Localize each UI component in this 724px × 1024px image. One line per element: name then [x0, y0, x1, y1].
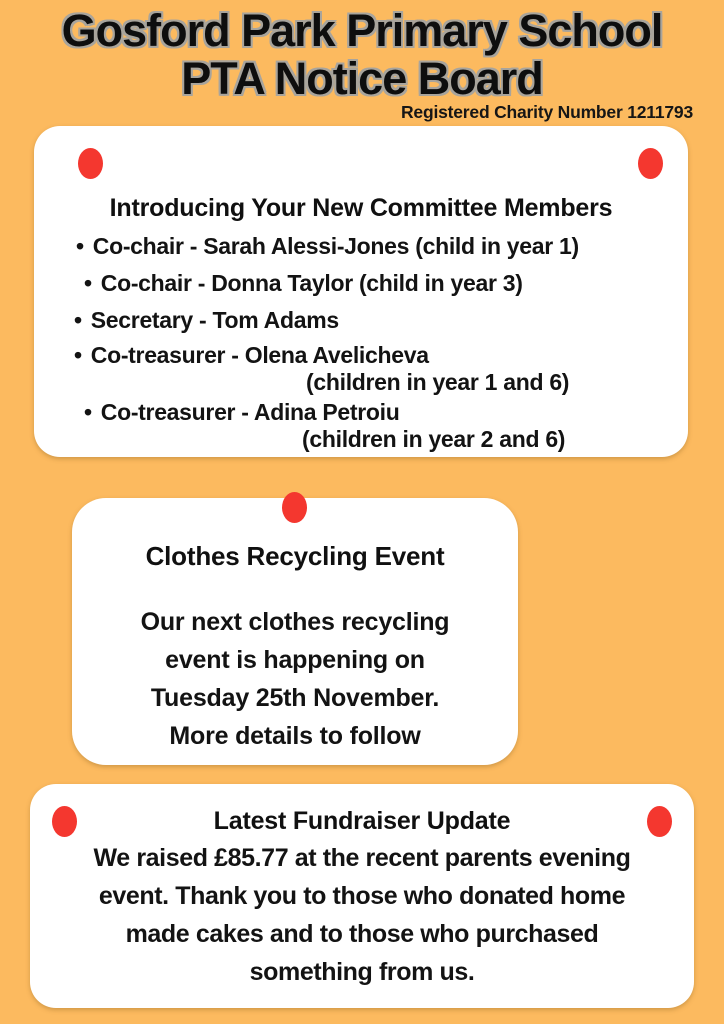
recycling-body-line: Our next clothes recycling	[140, 608, 450, 636]
committee-member	[84, 268, 523, 298]
recycling-body-line: More details to follow	[169, 722, 421, 750]
committee-member-text: Co-chair - Donna Taylor (child in year 3)	[100, 270, 523, 296]
committee-member-text: Secretary - Tom Adams	[90, 307, 339, 333]
recycling-body	[72, 603, 518, 755]
committee-member-text: Co-chair - Sarah Alessi-Jones (child in year 1)	[92, 233, 579, 259]
committee-member-children-note: (children in year 2 and 6)	[302, 426, 566, 452]
committee-card	[34, 126, 688, 457]
fundraiser-body-line: something from us.	[249, 958, 475, 986]
fundraiser-body-line: We raised £85.77 at the recent parents evening	[93, 844, 631, 872]
committee-member-text: Co-treasurer - Adina Petroiu	[100, 399, 400, 425]
bullet-icon: •	[84, 270, 92, 296]
recycling-body-line: event is happening on	[165, 646, 425, 674]
pin-dot-icon	[638, 148, 663, 179]
recycling-card	[72, 498, 518, 765]
pin-dot-icon	[282, 492, 307, 523]
committee-member	[74, 305, 339, 335]
committee-member-text: Co-treasurer - Olena Avelicheva	[90, 342, 429, 368]
fundraiser-body	[30, 839, 694, 991]
bullet-icon: •	[74, 307, 82, 333]
charity-number: Registered Charity Number 1211793	[400, 102, 693, 122]
pin-dot-icon	[78, 148, 103, 179]
committee-member	[76, 231, 579, 261]
recycling-heading: Clothes Recycling Event	[145, 541, 445, 571]
fundraiser-card	[30, 784, 694, 1008]
fundraiser-heading: Latest Fundraiser Update	[213, 807, 511, 835]
poster-title-line2: PTA Notice Board	[181, 53, 543, 104]
bullet-icon: •	[74, 342, 82, 368]
poster-title-line1: Gosford Park Primary School	[61, 5, 663, 56]
committee-member	[84, 397, 400, 427]
poster-title	[0, 7, 724, 103]
fundraiser-body-line: event. Thank you to those who donated home	[98, 882, 626, 910]
bullet-icon: •	[84, 399, 92, 425]
committee-member	[74, 340, 429, 370]
committee-heading: Introducing Your New Committee Members	[109, 194, 613, 222]
committee-member-children-note: (children in year 1 and 6)	[306, 369, 570, 395]
bullet-icon: •	[76, 233, 84, 259]
recycling-body-line: Tuesday 25th November.	[150, 684, 440, 712]
fundraiser-body-line: made cakes and to those who purchased	[125, 920, 599, 948]
